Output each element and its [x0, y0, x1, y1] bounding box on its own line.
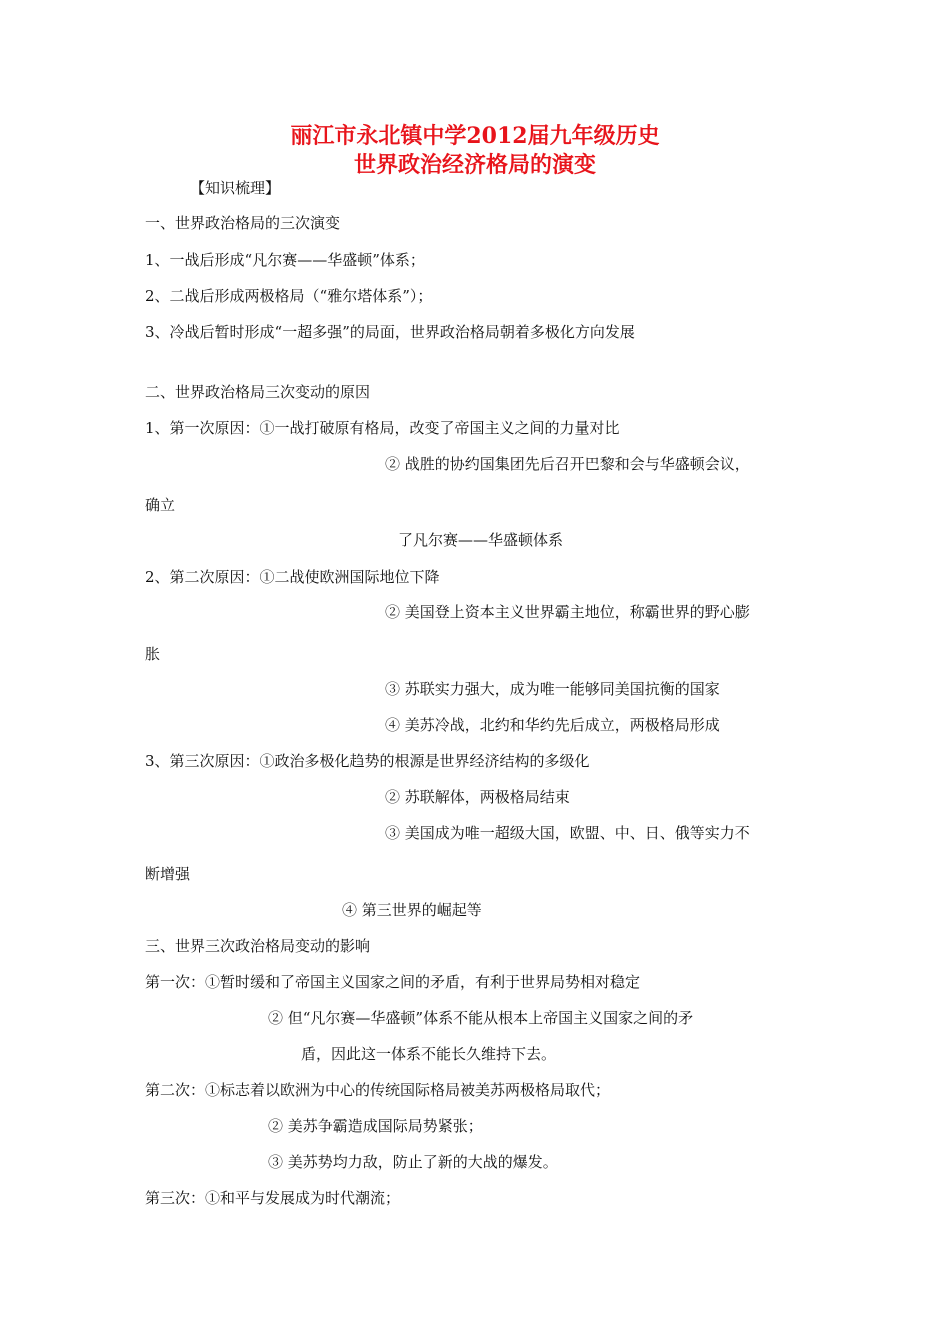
part1-item-1: 1、一战后形成“凡尔赛——华盛顿”体系；: [145, 251, 425, 269]
part2-second-reason-4: ④ 美苏冷战，北约和华约先后成立，两极格局形成: [385, 716, 720, 734]
part2-third-reason-3-wrap: 断增强: [145, 865, 191, 883]
part2-second-reason-3: ③ 苏联实力强大，成为唯一能够同美国抗衡的国家: [385, 680, 720, 698]
part2-third-lead: 3、第三次原因：①政治多极化趋势的根源是世界经济结构的多级化: [145, 752, 590, 770]
part1-item-3: 3、冷战后暂时形成“一超多强”的局面，世界政治格局朝着多极化方向发展: [145, 323, 635, 341]
part3-first-effect-2: ② 但“凡尔赛—华盛顿”体系不能从根本上帝国主义国家之间的矛: [268, 1009, 694, 1027]
part2-first-reason-2-cont: 了凡尔赛——华盛顿体系: [398, 531, 564, 549]
part2-first-reason-2-wrap: 确立: [145, 496, 176, 514]
page-title-line-2: 世界政治经济格局的演变: [353, 152, 596, 178]
part2-third-reason-2: ② 苏联解体，两极格局结束: [385, 788, 570, 806]
part2-second-lead: 2、第二次原因：①二战使欧洲国际地位下降: [145, 568, 440, 586]
part2-first-lead: 1、第一次原因：①一战打破原有格局，改变了帝国主义之间的力量对比: [145, 419, 620, 437]
part3-second-effect-3: ③ 美苏势均力敌，防止了新的大战的爆发。: [268, 1153, 558, 1171]
section-label: 【知识梳理】: [190, 179, 281, 197]
part2-third-reason-4: ④ 第三世界的崛起等: [342, 901, 482, 919]
part1-heading: 一、世界政治格局的三次演变: [145, 214, 341, 232]
part2-first-reason-2: ② 战胜的协约国集团先后召开巴黎和会与华盛顿会议，: [385, 455, 750, 473]
part3-first-effect-2-cont: 盾，因此这一体系不能长久维持下去。: [301, 1045, 557, 1063]
part2-heading: 二、世界政治格局三次变动的原因: [145, 383, 371, 401]
part2-third-reason-3: ③ 美国成为唯一超级大国，欧盟、中、日、俄等实力不: [385, 824, 750, 842]
part3-third-lead: 第三次：①和平与发展成为时代潮流；: [145, 1189, 401, 1207]
part2-second-reason-2-wrap: 胀: [145, 645, 161, 663]
part3-second-lead: 第二次：①标志着以欧洲为中心的传统国际格局被美苏两极格局取代；: [145, 1081, 611, 1099]
page-title-line-1: 丽江市永北镇中学2012届九年级历史: [290, 123, 660, 149]
part1-item-2: 2、二战后形成两极格局（“雅尔塔体系”）；: [145, 287, 433, 305]
part2-second-reason-2: ② 美国登上资本主义世界霸主地位，称霸世界的野心膨: [385, 603, 750, 621]
part3-second-effect-2: ② 美苏争霸造成国际局势紧张；: [268, 1117, 483, 1135]
part3-first-lead: 第一次：①暂时缓和了帝国主义国家之间的矛盾，有利于世界局势相对稳定: [145, 973, 641, 991]
part3-heading: 三、世界三次政治格局变动的影响: [145, 937, 371, 955]
